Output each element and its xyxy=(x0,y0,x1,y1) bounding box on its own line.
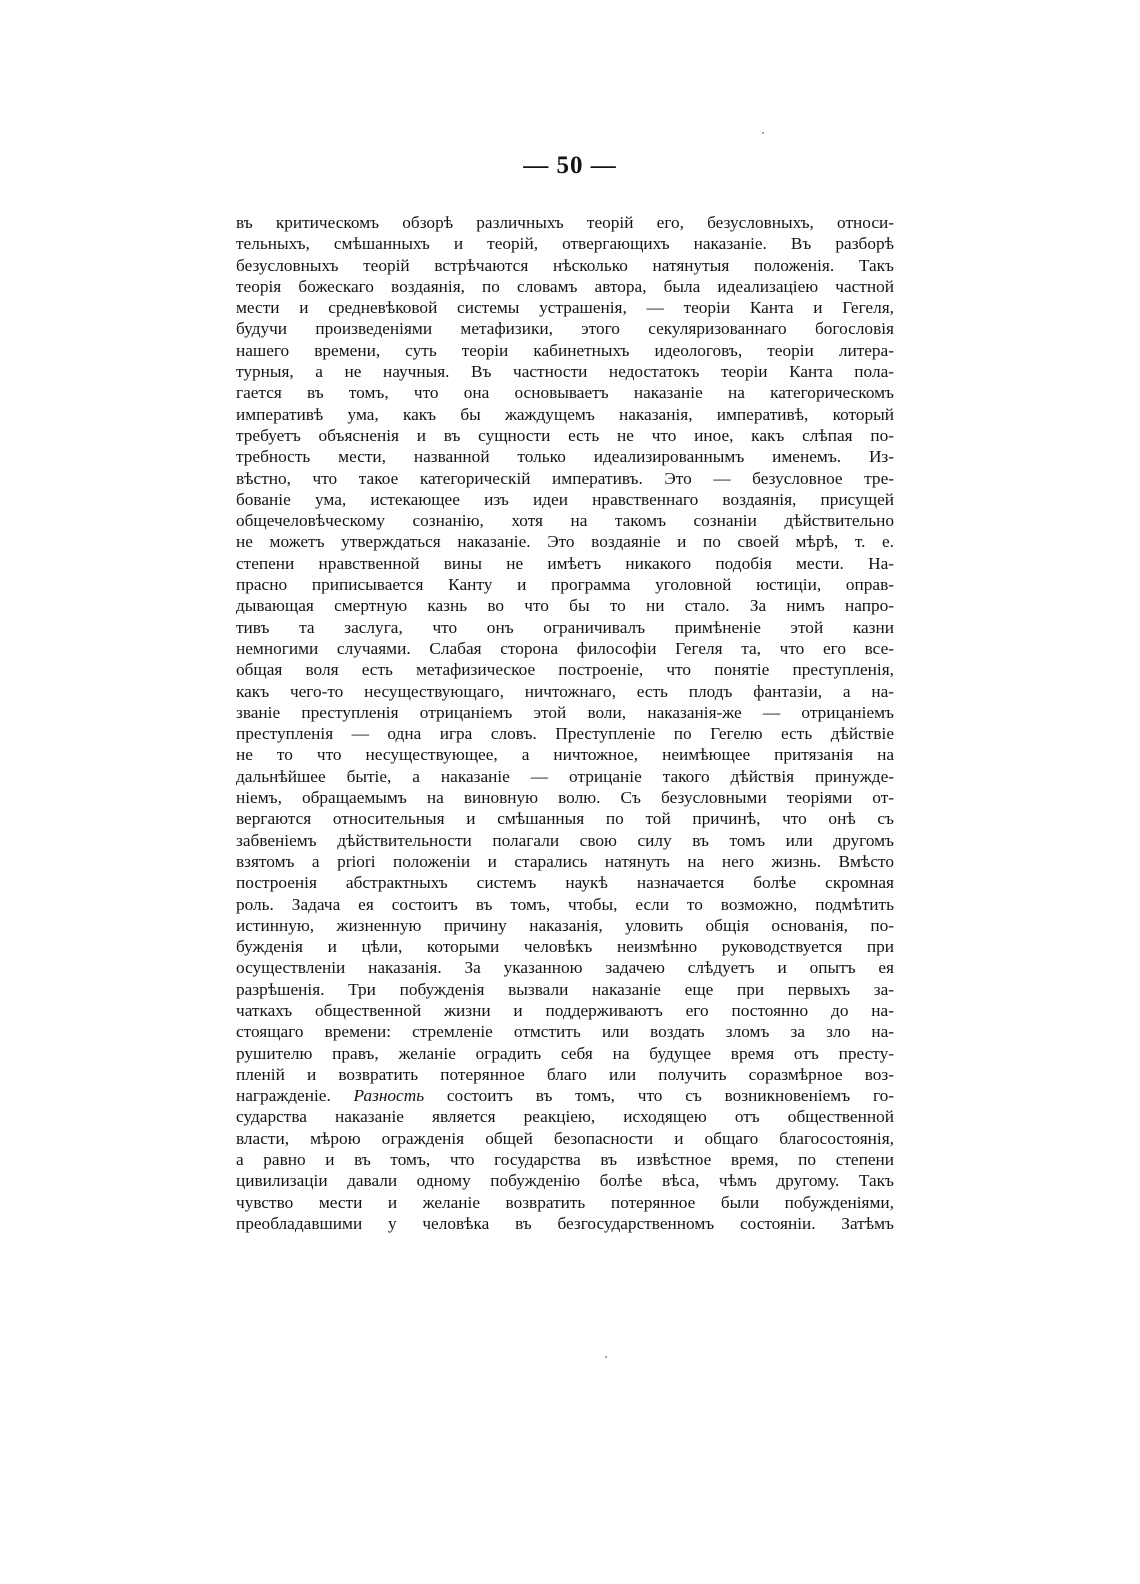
text-line: истинную, жизненную причину наказанія, уловить общія основанія, по- xyxy=(236,915,894,935)
text-line: мести и средневѣковой системы устрашенія, — теоріи Канта и Гегеля, xyxy=(236,298,894,318)
text-line: роль. Задача ея состоитъ въ томъ, чтобы, если то возможно, подмѣтить xyxy=(236,894,894,914)
text-line: а равно и въ томъ, что государства въ извѣстное время, по степени xyxy=(236,1150,894,1170)
text-line: сударства наказаніе является реакціею, исходящею отъ общественной xyxy=(236,1107,894,1127)
text-line: турныя, а не научныя. Въ частности недостатокъ теоріи Канта пола- xyxy=(236,362,894,382)
text-line: рушителю правъ, желаніе оградить себя на будущее время отъ престу- xyxy=(236,1043,894,1063)
text-line: тельныхъ, смѣшанныхъ и теорій, отвергающихъ наказаніе. Въ разборѣ xyxy=(236,234,894,254)
text-line: пленій и возвратить потерянное благо или получить соразмѣрное воз- xyxy=(236,1064,894,1084)
text-line: нашего времени, суть теоріи кабинетныхъ идеологовъ, теоріи литера- xyxy=(236,340,894,360)
text-line: осуществленіи наказанія. За указанною задачею слѣдуетъ и опытъ ея xyxy=(236,958,894,978)
text-line: гается въ томъ, что она основываетъ наказаніе на категорическомъ xyxy=(236,383,894,403)
text-line: какъ чего-то несуществующаго, ничтожнаго, есть плодъ фантазіи, а на- xyxy=(236,681,894,701)
text-segment: состоитъ въ томъ, что съ возникновеніемъ го- xyxy=(446,1086,894,1106)
text-line: чаткахъ общественной жизни и поддерживаютъ его постоянно до на- xyxy=(236,1000,894,1020)
text-line: не можетъ утверждаться наказаніе. Это воздаяніе и по своей мѣрѣ, т. е. xyxy=(236,532,894,552)
text-line: императивѣ ума, какъ бы жаждущемъ наказанія, императивѣ, который xyxy=(236,404,894,424)
text-line: въ критическомъ обзорѣ различныхъ теорій его, безусловныхъ, относи- xyxy=(236,213,894,232)
text-line: званіе преступленія отрицаніемъ этой воли, наказанія-же — отрицаніемъ xyxy=(236,702,894,722)
text-line: вѣстно, что такое категорическій императивъ. Это — безусловное тре- xyxy=(236,468,894,488)
text-line: требуетъ объясненія и въ сущности есть не что иное, какъ слѣпая по- xyxy=(236,425,894,445)
text-line: стоящаго времени: стремленіе отмстить или воздать зломъ за зло на- xyxy=(236,1022,894,1042)
text-line: дальнѣйшее бытіе, а наказаніе — отрицаніе такого дѣйствія принужде- xyxy=(236,766,894,786)
text-line: требность мести, названной только идеализированнымъ именемъ. Из- xyxy=(236,447,894,467)
text-line: цивилизаціи давали одному побужденію болѣе вѣса, чѣмъ другому. Такъ xyxy=(236,1171,894,1191)
page-number: — 50 — xyxy=(523,152,617,179)
text-line: взятомъ a priori положеніи и старались натянуть на него жизнь. Вмѣсто xyxy=(236,851,894,871)
text-line: теорія божескаго воздаянія, по словамъ автора, была идеализаціею частной xyxy=(236,276,894,296)
paper-speck xyxy=(605,1356,607,1358)
italic-word: Разность xyxy=(353,1086,425,1106)
text-line: общая воля есть метафизическое построеніе, что понятіе преступленія, xyxy=(236,660,894,680)
text-line: не то что несуществующее, а ничтожное, неимѣющее притязанія на xyxy=(236,745,894,765)
text-line: вергаются относительныя и смѣшанныя по той причинѣ, что онѣ съ xyxy=(236,809,894,829)
text-line: немногими случаями. Слабая сторона философіи Гегеля та, что его все- xyxy=(236,638,894,658)
text-line: степени нравственной вины не имѣетъ никакого подобія мести. На- xyxy=(236,553,894,573)
text-line: дывающая смертную казнь во что бы то ни стало. За нимъ напро- xyxy=(236,596,894,616)
text-line: преобладавшими у человѣка въ безгосударственномъ состояніи. Затѣмъ xyxy=(236,1213,894,1233)
body-text xyxy=(236,212,894,1234)
paper-speck xyxy=(762,132,764,134)
text-line: чувство мести и желаніе возвратить потерянное были побужденіями, xyxy=(236,1192,894,1212)
text-line: тивъ та заслуга, что онъ ограничивалъ примѣненіе этой казни xyxy=(236,617,894,637)
text-line: забвеніемъ дѣйствительности полагали свою силу въ томъ или другомъ xyxy=(236,830,894,850)
text-line: бужденія и цѣли, которыми человѣкъ неизмѣнно руководствуется при xyxy=(236,937,894,957)
text-line: власти, мѣрою огражденія общей безопасности и общаго благосостоянія, xyxy=(236,1128,894,1148)
text-line: будучи произведеніями метафизики, этого секуляризованнаго богословія xyxy=(236,319,894,339)
text-line-mixed xyxy=(236,1085,894,1106)
text-line: общечеловѣческому сознанію, хотя на такомъ сознаніи дѣйствительно xyxy=(236,511,894,531)
text-line: построенія абстрактныхъ системъ наукѣ назначается болѣе скромная xyxy=(236,873,894,893)
text-line: безусловныхъ теорій встрѣчаются нѣсколько натянутыя положенія. Такъ xyxy=(236,255,894,275)
text-line: бованіе ума, истекающее изъ идеи нравственнаго воздаянія, присущей xyxy=(236,489,894,509)
text-segment: награжденіе. xyxy=(236,1086,331,1106)
text-line: ніемъ, обращаемымъ на виновную волю. Съ безусловными теоріями от- xyxy=(236,788,894,808)
text-line: преступленія — одна игра словъ. Преступленіе по Гегелю есть дѣйствіе xyxy=(236,724,894,744)
text-line: разрѣшенія. Три побужденія вызвали наказаніе еще при первыхъ за- xyxy=(236,979,894,999)
text-line: прасно приписывается Канту и программа уголовной юстиціи, оправ- xyxy=(236,575,894,595)
